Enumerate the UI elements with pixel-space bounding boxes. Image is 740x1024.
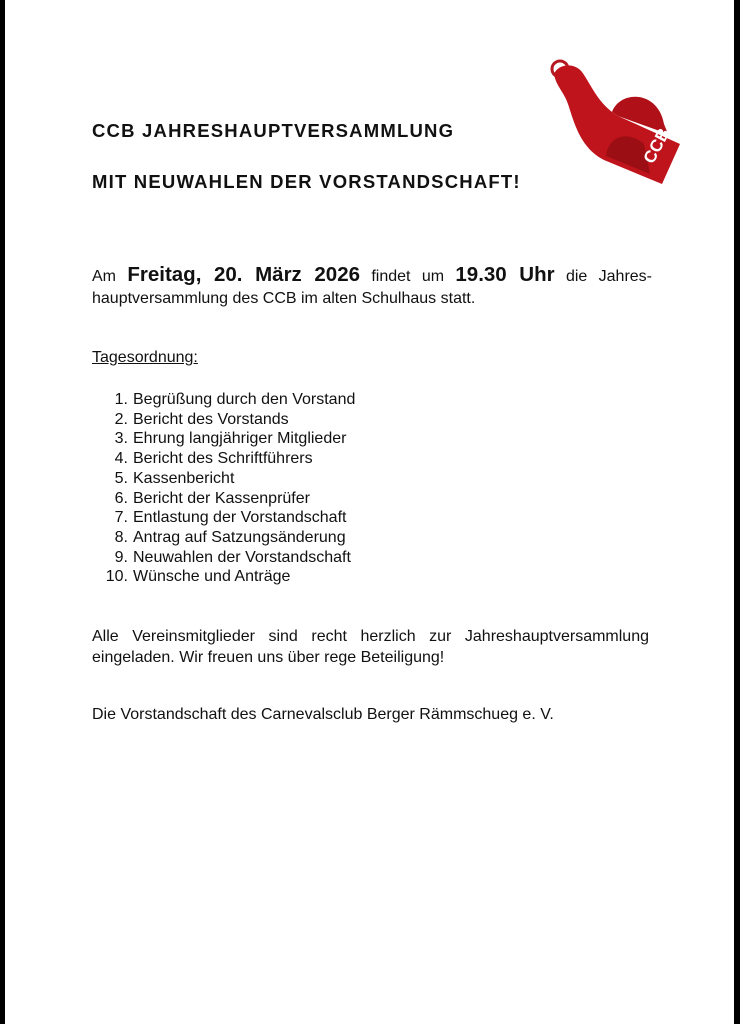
intro-suffix: die Jahres-hauptversammlung des CCB im alten Schulhaus statt.	[92, 268, 653, 307]
agenda-item: 3. Ehrung langjähriger Mitglieder	[114, 430, 347, 448]
agenda-heading: Tagesordnung:	[92, 349, 198, 366]
closing-line-1: Alle Vereinsmitglieder sind recht herzlich zur Jahreshauptversammlung	[92, 628, 649, 645]
closing-line-2: eingeladen. Wir freuen uns über rege Beteiligung!	[92, 649, 445, 666]
intro-prefix: Am	[92, 268, 128, 285]
event-time: 19.30 Uhr	[455, 263, 555, 286]
agenda-item: 8. Antrag auf Satzungsänderung	[114, 528, 346, 546]
closing-paragraph	[92, 626, 649, 668]
svg-text:CCB: CCB	[639, 125, 674, 167]
agenda-item: 1. Begrüßung durch den Vorstand	[114, 391, 356, 408]
right-border	[734, 0, 740, 1024]
agenda-item: 5. Kassenbericht	[114, 469, 235, 487]
agenda-item: 10. Wünsche und Anträge	[105, 568, 291, 586]
title-line-1: CCB JAHRESHAUPTVERSAMMLUNG	[92, 120, 455, 141]
agenda-item: 7. Entlastung der Vorstandschaft	[114, 509, 347, 527]
agenda-item: 6. Bericht der Kassenprüfer	[114, 489, 310, 507]
agenda-list	[92, 390, 355, 587]
signature: Die Vorstandschaft des Carnevalsclub Berger Rämmschueg e. V.	[92, 706, 554, 723]
title-line-2: MIT NEUWAHLEN DER VORSTANDSCHAFT!	[92, 171, 521, 192]
ccb-shoe-logo-icon	[540, 52, 690, 187]
event-date: Freitag, 20. März 2026	[127, 263, 360, 286]
intro-paragraph	[92, 264, 652, 310]
left-border	[0, 0, 5, 1024]
intro-middle: findet um	[360, 268, 456, 285]
agenda-item: 9. Neuwahlen der Vorstandschaft	[114, 548, 351, 566]
agenda-item: 2. Bericht des Vorstands	[114, 410, 289, 428]
agenda-item: 4. Bericht des Schriftführers	[114, 450, 313, 468]
